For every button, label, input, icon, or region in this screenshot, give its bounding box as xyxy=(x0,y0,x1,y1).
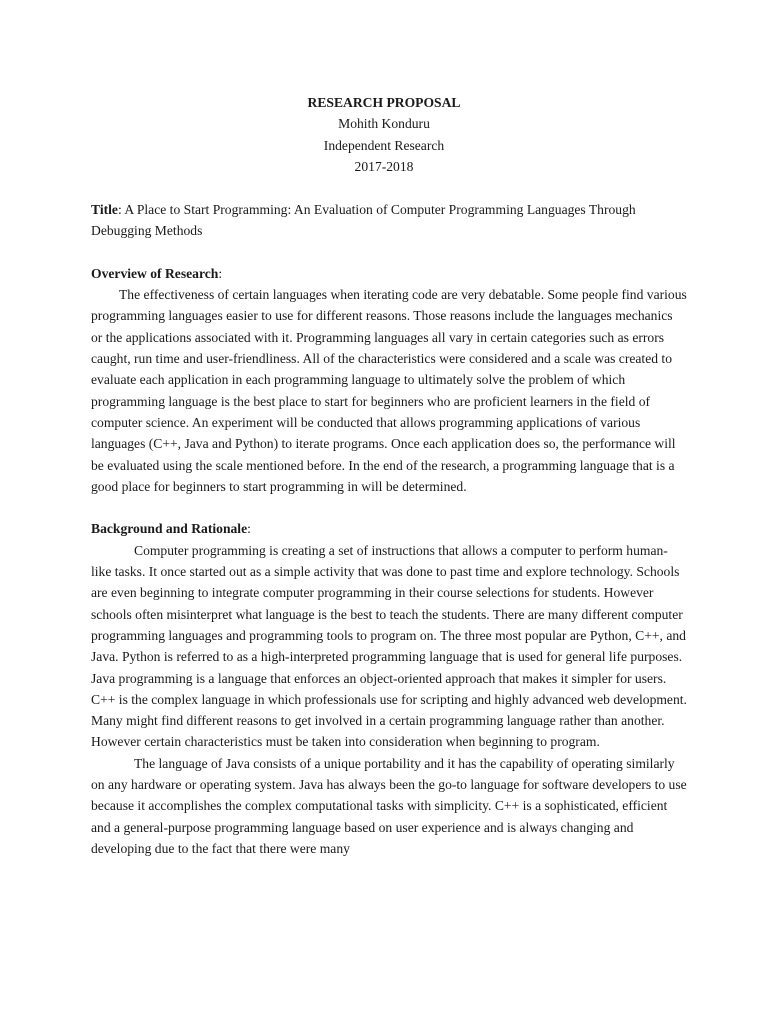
background-heading-text: Background and Rationale xyxy=(91,521,248,537)
section-spacer xyxy=(91,497,687,518)
research-title xyxy=(91,199,687,242)
title-label: Title xyxy=(91,202,118,217)
overview-heading-colon: : xyxy=(218,265,223,281)
academic-year: 2017-2018 xyxy=(354,158,414,174)
document-body xyxy=(91,199,687,859)
background-heading-colon: : xyxy=(247,521,251,537)
course-name: Independent Research xyxy=(323,137,445,153)
background-heading xyxy=(91,518,687,539)
overview-paragraph: The effectiveness of certain languages when iterating code are very debatable. Some people find various programming languages easier to use for different reasons. Those reasons include the languages mechanics or the applications associated with it. Programming languages all vary in certain categories such as errors caught, run time and user-friendliness. All of the characteristics were considered and a scale was created to evaluate each application in each programming language to ultimately solve the problem of which programming language is the best place to start for beginners who are proficient learners in the field of computer science. An experiment will be conducted that allows programming applications of various languages (C++, Java and Python) to iterate programs. Once each application does so, the performance will be evaluated using the scale mentioned before. In the end of the research, a programming language that is a good place for beginners to start programming in will be determined. xyxy=(91,287,687,494)
overview-heading-text: Overview of Research xyxy=(91,265,219,281)
document-header xyxy=(0,92,768,177)
proposal-title: RESEARCH PROPOSAL xyxy=(307,95,461,110)
author-name: Mohith Konduru xyxy=(338,116,430,132)
background-paragraph-1: Computer programming is creating a set of instructions that allows a computer to perform human-like tasks. It once started out as a simple activity that was done to past time and explore technology. Schools are even beginning to integrate computer programming in their course selections for students. However schools often misinterpret what language is the best to teach the students. There are many different computer programming languages and programming tools to program on. The three most popular are Python, C++, and Java. Python is referred to as a high-interpreted programming language that is used for general life purposes. Java programming is a language that enforces an object-oriented approach that makes it simpler for users. C++ is the complex language in which professionals use for scripting and highly advanced web development. Many might find different reasons to get involved in a certain programming language rather than another. However certain characteristics must be taken into consideration when beginning to program. xyxy=(91,542,687,750)
title-text: : A Place to Start Programming: An Evaluation of Computer Programming Languages Through Debugging Methods xyxy=(91,202,636,239)
background-paragraph-2: The language of Java consists of a unique portability and it has the capability of operating similarly on any hardware or operating system. Java has always been the go-to language for software developers to use because it accomplishes the complex computational tasks with simplicity. C++ is a sophisticated, efficient and a general-purpose programming language based on user experience and is always changing and developing due to the fact that there were many xyxy=(91,755,687,856)
overview-heading xyxy=(91,263,687,284)
